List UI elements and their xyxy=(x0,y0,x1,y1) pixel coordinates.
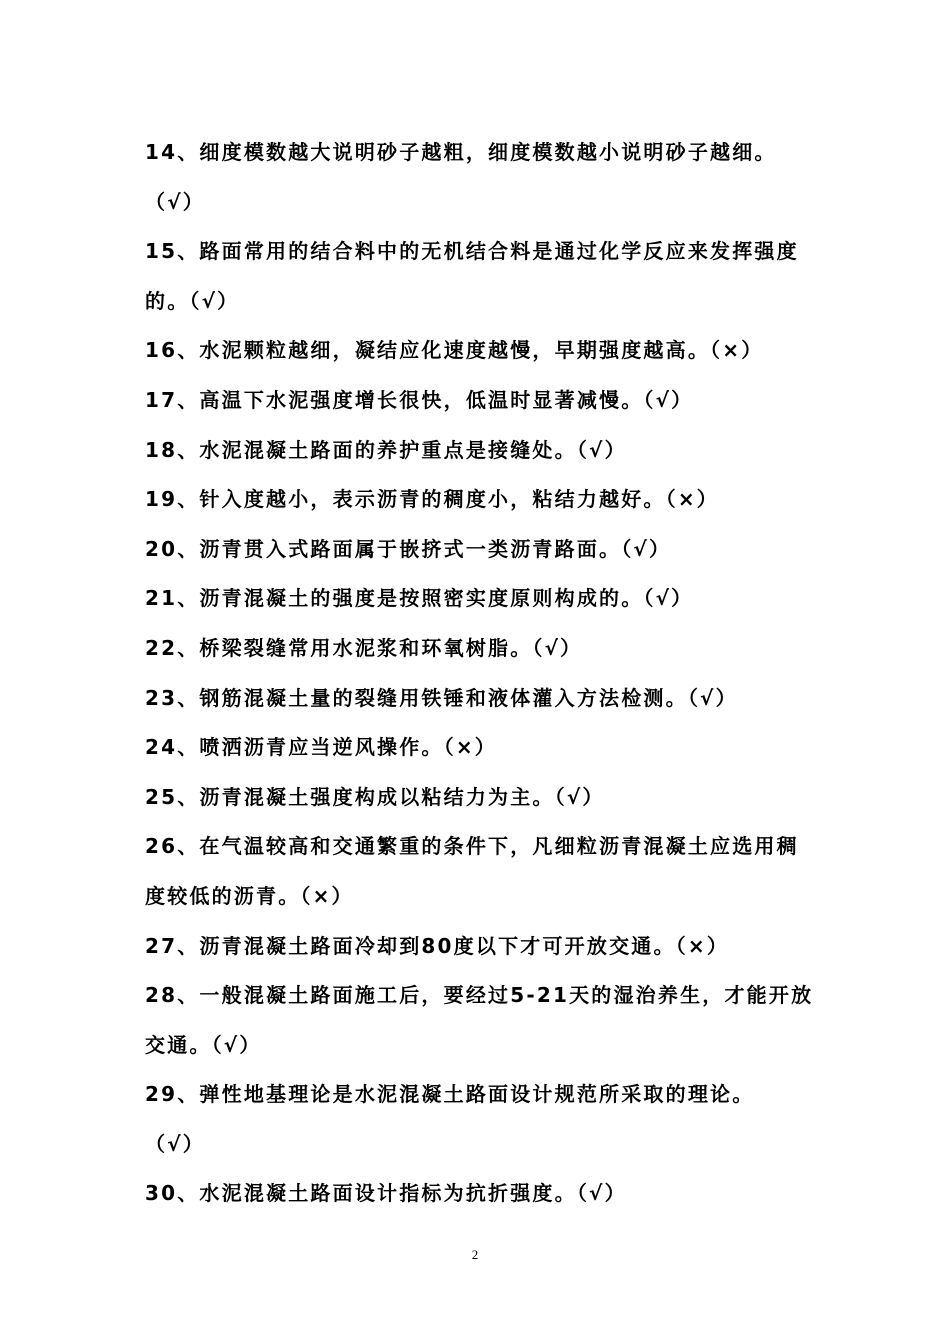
text-line: 16、水泥颗粒越细，凝结应化速度越慢，早期强度越高。（×） xyxy=(145,338,764,363)
text-line: 17、高温下水泥强度增长很快，低温时显著减慢。（√） xyxy=(145,387,694,412)
page-number: 2 xyxy=(471,1247,479,1262)
text-line: 19、针入度越小，表示沥青的稠度小，粘结力越好。（×） xyxy=(145,487,719,512)
text-line: 18、水泥混凝土路面的养护重点是接缝处。（√） xyxy=(145,437,627,462)
text-line: 交通。（√） xyxy=(145,1032,262,1057)
text-line: （√） xyxy=(145,189,205,214)
text-line: 的。（√） xyxy=(145,288,240,313)
text-line: （√） xyxy=(145,1131,205,1156)
text-line: 度较低的沥青。（×） xyxy=(145,883,354,908)
text-line: 20、沥青贯入式路面属于嵌挤式一类沥青路面。（√） xyxy=(145,536,672,561)
text-line: 23、钢筋混凝土量的裂缝用铁锤和液体灌入方法检测。（√） xyxy=(145,685,738,710)
text-line: 14、细度模数越大说明砂子越粗，细度模数越小说明砂子越细。 xyxy=(145,140,777,164)
text-line: 27、沥青混凝土路面冷却到80度以下才可开放交通。（×） xyxy=(145,933,730,958)
question-list xyxy=(145,133,825,1224)
text-line: 26、在气温较高和交通繁重的条件下，凡细粒沥青混凝土应选用稠 xyxy=(145,834,799,859)
text-line: 24、喷洒沥青应当逆风操作。（×） xyxy=(145,735,497,760)
text-line: 21、沥青混凝土的强度是按照密实度原则构成的。（√） xyxy=(145,586,694,611)
text-line: 25、沥青混凝土强度构成以粘结力为主。（√） xyxy=(145,784,605,809)
text-line: 29、弹性地基理论是水泥混凝土路面设计规范所采取的理论。 xyxy=(145,1082,755,1107)
text-line: 15、路面常用的结合料中的无机结合料是通过化学反应来发挥强度 xyxy=(145,239,799,264)
text-line: 28、一般混凝土路面施工后，要经过5-21天的湿治养生，才能开放 xyxy=(145,983,814,1008)
text-line: 30、水泥混凝土路面设计指标为抗折强度。（√） xyxy=(145,1181,627,1206)
text-line: 22、桥梁裂缝常用水泥浆和环氧树脂。（√） xyxy=(145,635,583,660)
